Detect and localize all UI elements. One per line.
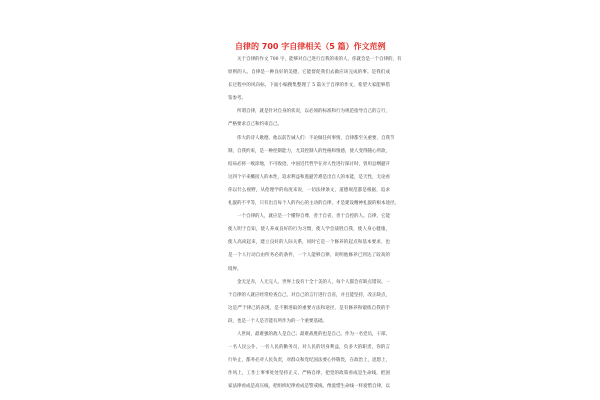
- text-line: 个自律的人就应经常检查自己，对自己的言行进行自省，并且能坚持，改正缺点，: [228, 292, 390, 298]
- document-body: [228, 53, 402, 393]
- paragraph-goethe: [228, 132, 399, 211]
- text-line: 一个自律的人，就应是一个懂得自尊，善于自省，善于自控的人。自律，它能: [237, 214, 390, 220]
- text-line: 家法律看成是高压线，把组织纪律看成是警戒线，像爱惜生命线一样爱惜自律，以: [228, 384, 390, 390]
- text-line: 一名人民公仆，一名人民的勤务员，对人民的切身利益，负多大的职责，你的言: [228, 345, 390, 351]
- text-line: 长过程中的风向标，下面小编搜集整理了 5 篇关于自律的作文，希望大家能够借: [228, 83, 390, 89]
- text-line: 这是严于律己的表现，是不断进取的重要方法和途径，是有修养和锻炼自我的手: [228, 305, 390, 311]
- text-line: 行举止，都务必对人民负责，对群众和党纪国法要心怀敬畏，在政治上，思想上，: [228, 358, 390, 364]
- text-line: 境界。: [228, 266, 242, 272]
- text-line: 所谓自律，就是针对自身的状况，以必须的标准和行为规范指导自己的言行，: [237, 109, 390, 115]
- text-line: 伟大的诗人歌德，他以前告诫人们：不论做任何事情，自律都至关重要，自我节: [237, 135, 395, 141]
- text-line: 使人明于自知，使人养成良好的行为习惯，使人学会战胜自我，使人身心健康，: [228, 227, 390, 233]
- text-line: 关于自律的作文 700 字，能够对自己进行自我的束的人，你就会是一个自律的，有: [237, 57, 402, 62]
- document-title: 自律的 700 字自律相关（5 篇）作文范例: [235, 42, 386, 51]
- paragraph-party-member: [228, 328, 390, 393]
- paragraph-self-discipline: [228, 210, 390, 275]
- text-line: 人世间，最难强的敌人是自己；最难战胜的也是自己。作为一名党员，干部，: [237, 331, 390, 337]
- text-line: 是一个人行动自由所务必的条件，一个人能够自律，说明他修养已到达了较高的: [228, 253, 390, 259]
- paragraph-definition: [228, 105, 390, 131]
- text-line: 制，自我约束，是一种控制能力，尤其控制人的性格和情感，使人变得随心所欲，: [228, 148, 390, 154]
- text-line: 段，也是一个人是否能有所作为的一个重要基础。: [228, 318, 327, 324]
- text-line: 作风上，工作上事事处处坚持正义，严格自律，把党的政策看成是生命线，把国: [228, 371, 390, 377]
- text-line: 鉴参考。: [228, 96, 246, 102]
- text-line: 礼貌的不平等，只有出自每个人的内心的主动的自律，才是建设精神礼貌的根本途径。: [228, 201, 399, 207]
- paragraph-no-perfect-person: [228, 276, 390, 328]
- text-line: 这四个字来概括人的本性，追求利益和逃避苦难是出自人的本能，是天性，无论看: [228, 174, 390, 180]
- text-line: 严格要求自己和约束自己。: [228, 122, 282, 128]
- text-line: 使人高尚起来，建立良好的人际关系，同时它是一个修养的起点和基本要求，也: [228, 240, 390, 246]
- text-line: 结局必将一败涂地，不可收拾。中国近代哲学在对人性进行探讨时，曾用总纲避开: [228, 161, 390, 167]
- paragraph-intro: [228, 53, 402, 105]
- text-line: 金无足赤，人无完人，世界上没有十全十美的人，每个人都会有缺点错误。一: [237, 279, 390, 285]
- text-line: 原则的人。自律是一种良好的美德，它能督促我们去做应该完成的事。是我们成: [228, 70, 390, 76]
- text-line: 你以什么视野，从伦理学的角度来说，一切法律条文，道德规范都是根据，追求: [228, 187, 390, 193]
